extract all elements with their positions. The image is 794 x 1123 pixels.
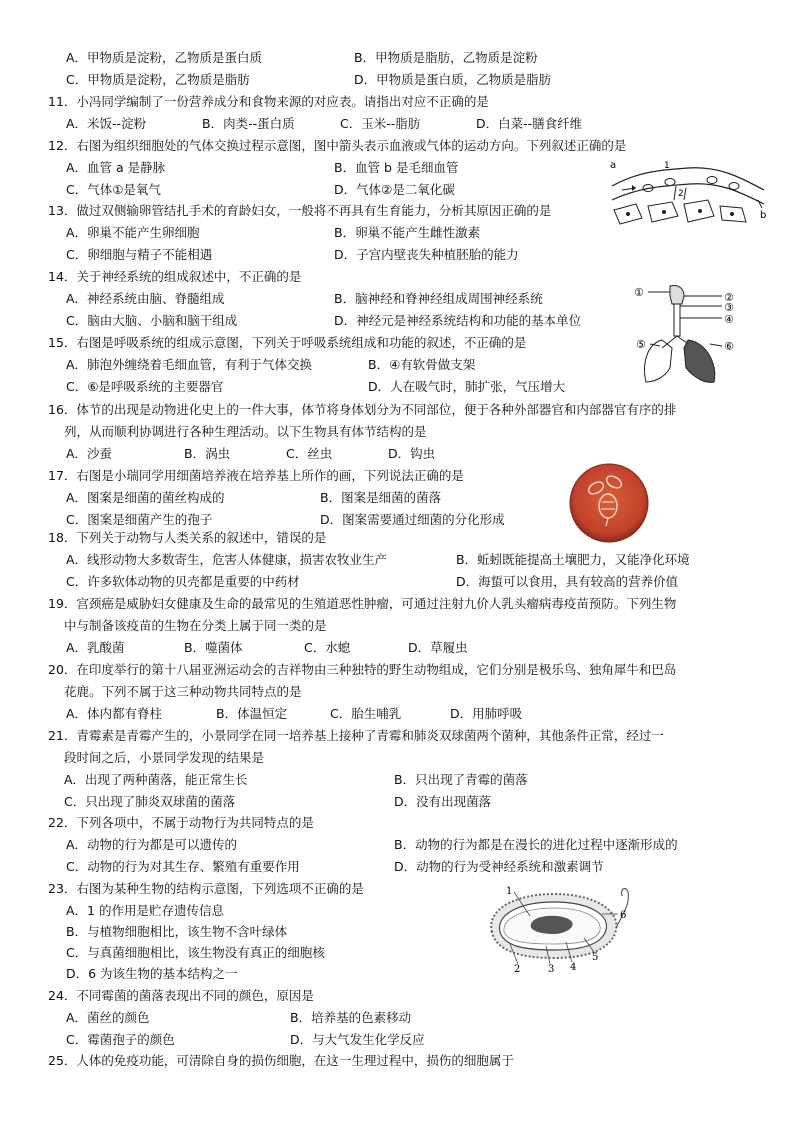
q17-option-d: D．图案需要通过细菌的分化形成: [320, 512, 505, 527]
q25-stem: 25．人体的免疫功能，可清除自身的损伤细胞，在这一生理过程中，损伤的细胞属于: [48, 1053, 514, 1068]
q21-option-a: A．出现了两种菌落，能正常生长: [64, 772, 248, 787]
q10-option-c: C．甲物质是淀粉，乙物质是脂肪: [66, 72, 250, 87]
q18-option-c: C．许多软体动物的贝壳都是重要的中药材: [66, 574, 300, 589]
q16-stem-line2: 列，从而顺利协调进行各种生理活动。以下生物具有体节结构的是: [64, 424, 427, 439]
fig-label-1: 1: [506, 886, 513, 897]
q19-option-a: A．乳酸菌: [66, 640, 125, 655]
q18-option-a: A．线形动物大多数寄生，危害人体健康，损害农牧业生产: [66, 552, 388, 567]
q24-option-d: D．与大气发生化学反应: [290, 1032, 425, 1047]
q13-option-d: D．子宫内壁丧失种植胚胎的能力: [334, 247, 519, 262]
q16-option-c: C．丝虫: [286, 446, 333, 461]
q20-option-d: D．用肺呼吸: [450, 706, 523, 721]
gas-exchange-figure: [608, 156, 768, 228]
q23-stem: 23．右图为某种生物的结构示意图，下列选项不正确的是: [48, 881, 364, 896]
q24-stem: 24．不同霉菌的菌落表现出不同的颜色，原因是: [48, 988, 314, 1003]
fig-label-3: ③: [724, 301, 734, 314]
q13-option-c: C．卵细胞与精子不能相遇: [66, 247, 213, 262]
q15-option-a: A．肺泡外缠绕着毛细血管，有利于气体交换: [66, 357, 313, 372]
q23-option-b: B．与植物细胞相比，该生物不含叶绿体: [66, 924, 288, 939]
q11-stem: 11．小冯同学编制了一份营养成分和食物来源的对应表。请指出对应不正确的是: [48, 94, 489, 109]
q14-option-c: C．脑由大脑、小脑和脑干组成: [66, 313, 238, 328]
q12-option-d: D．气体②是二氧化碳: [334, 182, 455, 197]
bacterium-structure-figure: [474, 882, 636, 974]
q19-stem-line2: 中与制备该疫苗的生物在分类上属于同一类的是: [64, 618, 327, 633]
q15-option-c: C．⑥是呼吸系统的主要器官: [66, 379, 224, 394]
q17-option-a: A．图案是细菌的菌丝构成的: [66, 490, 225, 505]
q19-stem-line1: 19．宫颈癌是威胁妇女健康及生命的最常见的生殖道恶性肿瘤，可通过注射九价人乳头瘤病毒疫苗预防。下列生物: [48, 596, 677, 611]
q17-option-b: B．图案是细菌的菌落: [320, 490, 442, 505]
q16-option-d: D．钩虫: [388, 446, 436, 461]
q22-option-c: C．动物的行为对其生存、繁殖有重要作用: [66, 859, 300, 874]
fig-label-1: 1: [664, 161, 670, 171]
q22-option-a: A．动物的行为都是可以遗传的: [66, 837, 238, 852]
q11-option-b: B．肉类--蛋白质: [202, 116, 295, 131]
q19-option-d: D．草履虫: [408, 640, 468, 655]
fig-label-b: b: [760, 210, 767, 221]
q23-option-d: D．6 为该生物的基本结构之一: [66, 966, 238, 981]
q10-option-a: A．甲物质是淀粉，乙物质是蛋白质: [66, 50, 263, 65]
q11-option-d: D．白菜--膳食纤维: [476, 116, 583, 131]
q21-stem-line1: 21．青霉素是青霉产生的，小景同学在同一培养基上接种了青霉和肺炎双球菌两个菌种，其他条件正常，经过一: [48, 728, 664, 743]
q18-option-b: B．蚯蚓既能提高土壤肥力，又能净化环境: [456, 552, 690, 567]
q20-option-b: B．体温恒定: [216, 706, 288, 721]
q16-stem-line1: 16．体节的出现是动物进化史上的一件大事，体节将身体划分为不同部位，便于各种外部器官和内部器官有序的排: [48, 402, 677, 417]
fig-label-5: 5: [592, 952, 599, 963]
q12-option-a: A．血管 a 是静脉: [66, 160, 166, 175]
q19-option-c: C．水螅: [304, 640, 351, 655]
fig-label-5: ⑤: [636, 338, 646, 351]
q18-stem: 18．下列关于动物与人类关系的叙述中，错误的是: [48, 530, 327, 545]
q14-option-a: A．神经系统由脑、脊髓组成: [66, 291, 225, 306]
q20-option-c: C．胎生哺乳: [330, 706, 402, 721]
q24-option-c: C．霉菌孢子的颜色: [66, 1032, 175, 1047]
q14-option-b: B．脑神经和脊神经组成周围神经系统: [334, 291, 543, 306]
q16-option-b: B．涡虫: [184, 446, 231, 461]
fig-label-2: 2: [678, 189, 684, 199]
fig-label-6: ⑥: [724, 340, 734, 353]
q11-option-a: A．米饭--淀粉: [66, 116, 147, 131]
fig-label-2: 2: [514, 964, 521, 974]
q20-stem-line2: 花鹿。下列不属于这三种动物共同特点的是: [64, 684, 302, 699]
q21-option-b: B．只出现了青霉的菌落: [394, 772, 528, 787]
q14-stem: 14．关于神经系统的组成叙述中，不正确的是: [48, 269, 302, 284]
q17-option-c: C．图案是细菌产生的孢子: [66, 512, 213, 527]
fig-label-3: 3: [548, 964, 555, 974]
fig-label-a: a: [610, 160, 617, 171]
q20-stem-line1: 20．在印度举行的第十八届亚洲运动会的吉祥物由三种独特的野生动物组成，它们分别是极乐鸟、独角犀牛和巴岛: [48, 662, 677, 677]
q19-option-b: B．噬菌体: [184, 640, 243, 655]
q14-option-d: D．神经元是神经系统结构和功能的基本单位: [334, 313, 582, 328]
q24-option-a: A．菌丝的颜色: [66, 1010, 150, 1025]
q22-option-d: D．动物的行为受神经系统和激素调节: [394, 859, 604, 874]
q21-option-d: D．没有出现菌落: [394, 794, 492, 809]
q13-option-b: B．卵巢不能产生雌性激素: [334, 225, 481, 240]
q21-option-c: C．只出现了肺炎双球菌的菌落: [64, 794, 236, 809]
q18-option-d: D．海蜇可以食用，具有较高的营养价值: [456, 574, 679, 589]
q24-option-b: B．培养基的色素移动: [290, 1010, 412, 1025]
q12-option-b: B．血管 b 是毛细血管: [334, 160, 459, 175]
respiratory-system-figure: [632, 282, 744, 388]
q16-option-a: A．沙蚕: [66, 446, 113, 461]
q15-option-b: B．④有软骨做支架: [368, 357, 476, 372]
q15-option-d: D．人在吸气时，肺扩张，气压增大: [368, 379, 566, 394]
fig-label-2: ②: [724, 291, 734, 304]
q15-stem: 15．右图是呼吸系统的组成示意图，下列关于呼吸系统组成和功能的叙述，不正确的是: [48, 335, 527, 350]
q22-option-b: B．动物的行为都是在漫长的进化过程中逐渐形成的: [394, 837, 678, 852]
q21-stem-line2: 段时间之后，小景同学发现的结果是: [64, 750, 265, 765]
q23-option-c: C．与真菌细胞相比，该生物没有真正的细胞核: [66, 945, 325, 960]
bacteria-petri-dish-figure: [568, 462, 650, 544]
q17-stem: 17．右图是小瑞同学用细菌培养液在培养基上所作的画，下列说法正确的是: [48, 468, 464, 483]
q20-option-a: A．体内都有脊柱: [66, 706, 163, 721]
q13-option-a: A．卵巢不能产生卵细胞: [66, 225, 200, 240]
fig-label-1: ①: [634, 286, 644, 299]
q11-option-c: C．玉米--脂肪: [340, 116, 421, 131]
q23-option-a: A．1 的作用是贮存遗传信息: [66, 903, 224, 918]
q10-option-b: B．甲物质是脂肪，乙物质是淀粉: [354, 50, 538, 65]
fig-label-4: ④: [724, 313, 734, 326]
q12-option-c: C．气体①是氧气: [66, 182, 161, 197]
fig-label-4: 4: [570, 962, 577, 973]
q13-stem: 13．做过双侧输卵管结扎手术的育龄妇女，一般将不再具有生育能力，分析其原因正确的是: [48, 203, 552, 218]
q10-option-d: D．甲物质是蛋白质，乙物质是脂肪: [354, 72, 552, 87]
q22-stem: 22．下列各项中，不属于动物行为共同特点的是: [48, 815, 314, 830]
fig-label-6: 6: [620, 910, 627, 921]
q12-stem: 12．右图为组织细胞处的气体交换过程示意图，图中箭头表示血液或气体的运动方向。下列叙述正确的是: [48, 138, 627, 153]
